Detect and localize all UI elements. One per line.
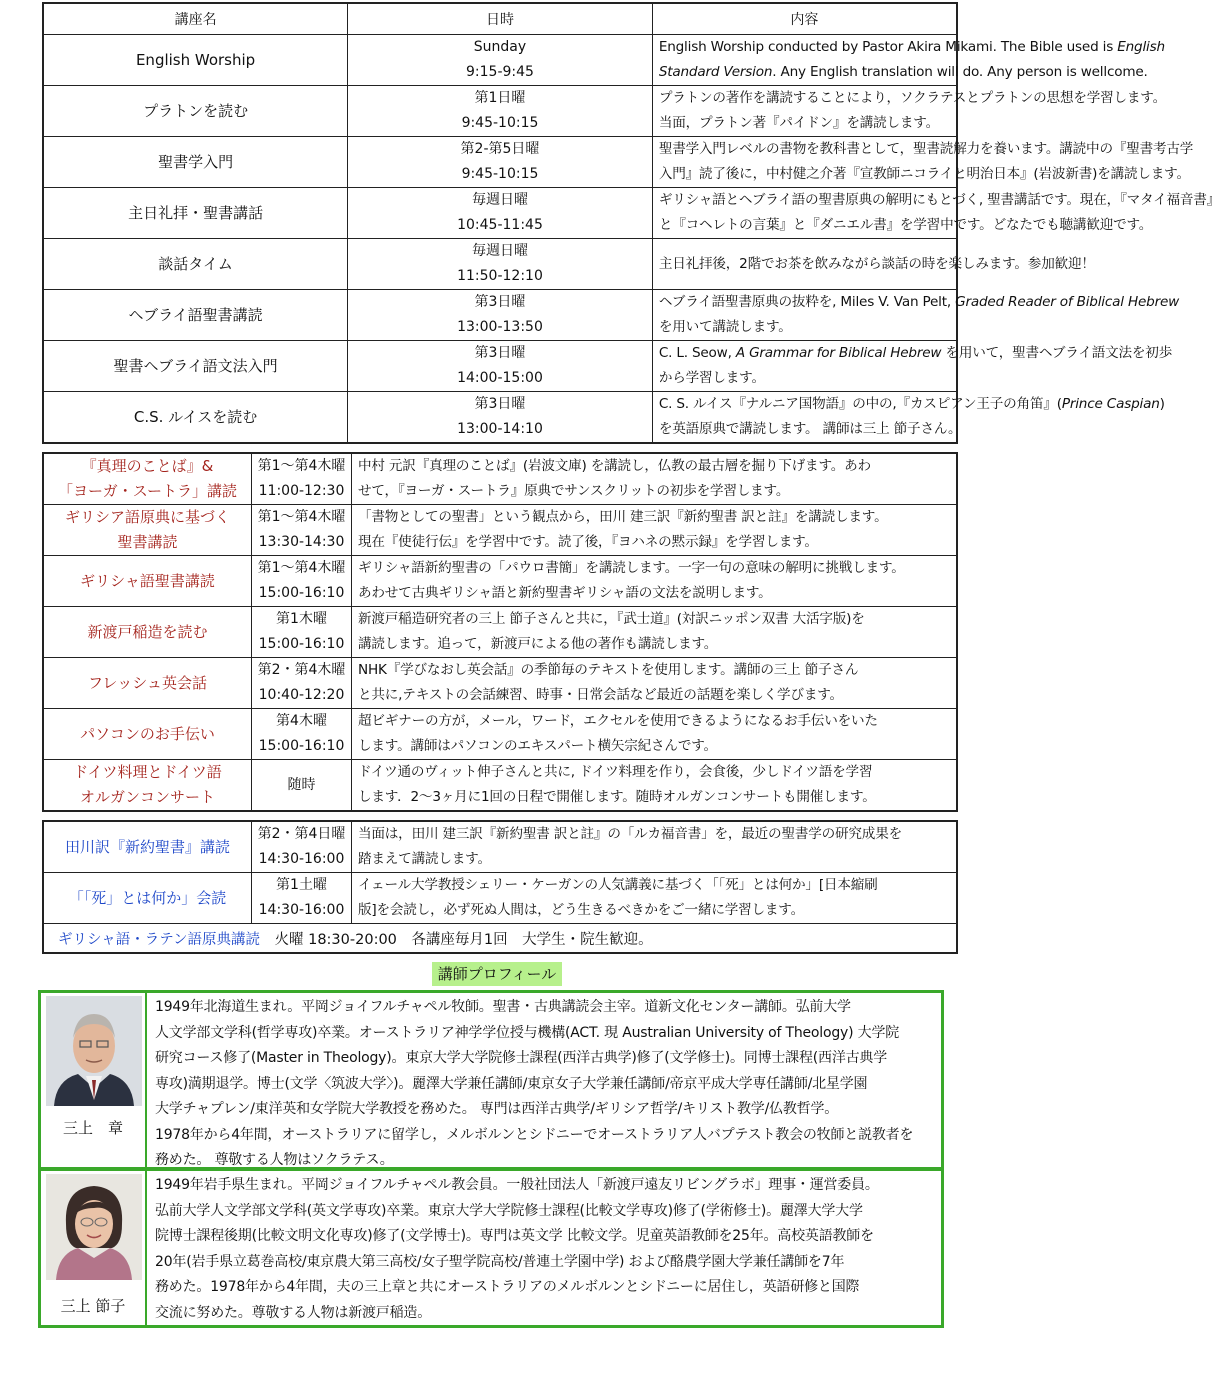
course-time-line: 第3日曜 [474, 396, 526, 412]
course-name-line: C.S. ルイスを読む [133, 407, 258, 426]
course-time [348, 188, 653, 239]
description-text: ) [1159, 396, 1165, 412]
description-line [658, 213, 1153, 238]
description-text: 当面，プラトン著『パイドン』を講読します。 [658, 115, 939, 131]
course-time-line: 10:45-11:45 [457, 217, 543, 233]
description-line [358, 734, 956, 759]
bio-line: 人文学部文学科(哲学専攻)卒業。オーストラリア神学学位授与機構(ACT. 現 Australian University of Theology) 大学院 [155, 1024, 900, 1041]
course-name-line: English Worship [135, 50, 256, 69]
course-time [252, 556, 352, 607]
description-text: 講読します。追って，新渡戸による他の著作も講読します。 [358, 636, 718, 652]
description-text: 中村 元訳『真理のことば』(岩波文庫) を講読し，仏教の最古層を掘り下げます。あわ [358, 458, 871, 474]
table-row [43, 556, 957, 607]
classics-name: ギリシャ語・ラテン語原典講読 [58, 931, 260, 948]
course-time-line: 10:40-12:20 [258, 687, 345, 703]
description-text: A Grammar for Biblical Hebrew [735, 345, 942, 361]
description-text: 当面は，田川 建三訳『新約聖書 訳と註』の「ルカ福音書」を，最近の聖書学の研究成果を [358, 826, 902, 842]
header-name: 講座名 [43, 3, 348, 35]
table-row [43, 188, 957, 239]
course-time-line: 第1〜第4木曜 [257, 560, 346, 576]
description-text: 超ビギナーの方が，メール，ワード，エクセルを使用できるようになるお手伝いをいた [358, 713, 878, 729]
course-time-line: 第3日曜 [474, 294, 526, 310]
description-line [358, 847, 956, 872]
course-time [348, 341, 653, 392]
course-description [352, 453, 958, 505]
description-line [658, 86, 1167, 111]
course-time-line: 15:00-16:10 [258, 738, 345, 754]
course-name-line: 聖書学入門 [158, 152, 234, 171]
description-text: します。講師はパソコンのエキスパート横矢宗紀さんです。 [358, 738, 717, 754]
description-text: します．2〜3ヶ月に1回の日程で開催します。随時オルガンコンサートも開催します。 [358, 789, 876, 805]
description-text: NHK『学びなおし英会話』の季節毎のテキストを使用します。講師の三上 節子さん [358, 662, 859, 678]
course-name-line: 聖書講読 [117, 533, 178, 551]
course-time [348, 290, 653, 341]
course-name-line: ギリシア語原典に基づく [64, 508, 230, 526]
description-line [358, 760, 956, 785]
course-name [43, 341, 348, 392]
course-time-line: 毎週日曜 [471, 192, 528, 208]
description-line [358, 479, 956, 504]
course-name [43, 709, 252, 760]
course-time-line: 第1土曜 [276, 877, 327, 893]
description-line [658, 392, 1165, 417]
description-text: 聖書学入門レベルの書物を教科書として，聖書読解力を養います。講読中の『聖書考古学 [658, 141, 1194, 157]
course-time-line: 15:00-16:10 [258, 585, 345, 601]
course-time [252, 607, 352, 658]
course-time [252, 821, 352, 873]
course-name [43, 453, 252, 505]
bio-line: 研究コース修了(Master in Theology)。東京大学大学院修士課程(西洋古典学)修了(文学修士)。同博士課程(西洋古典学 [155, 1050, 888, 1066]
course-name [43, 392, 348, 444]
description-line [658, 137, 1194, 162]
course-time [252, 505, 352, 556]
course-description [352, 760, 958, 812]
course-description [352, 821, 958, 873]
description-line [358, 898, 956, 923]
course-name [43, 607, 252, 658]
course-name-line: 「ヨーガ・スートラ」講読 [58, 482, 237, 500]
profile-name: 三上 節子 [60, 1297, 126, 1315]
profile-bio [155, 995, 937, 1174]
course-description [352, 709, 958, 760]
course-description [652, 239, 1095, 290]
description-line [358, 632, 956, 657]
description-line [658, 252, 1095, 277]
description-text: 現在『使徒行伝』を学習中です。読了後，『ヨハネの黙示録』を学習します。 [358, 534, 818, 550]
table-row [43, 658, 957, 709]
course-time-line: Sunday [473, 39, 527, 55]
description-line [358, 581, 956, 606]
bio-line: 弘前大学人文学部文学科(英文学専攻)卒業。東京大学大学院修士課程(比較文学専攻)修了(学術修士)。麗澤大学大学 [155, 1202, 863, 1219]
course-time [252, 760, 352, 812]
description-line [358, 709, 956, 734]
description-text: English Worship conducted by Pastor Akira Mikami. The Bible used is [658, 39, 1118, 55]
other-courses-table [42, 820, 958, 954]
description-text: ギリシャ語新約聖書の「パウロ書簡」を講読します。一字一句の意味の解明に挑戦します。 [358, 560, 905, 576]
course-name-line: 新渡戸稲造を読む [87, 622, 208, 641]
description-line [659, 366, 956, 391]
course-time-line: 随時 [287, 776, 316, 793]
course-name-line: フレッシュ英会話 [88, 673, 207, 692]
description-text: ギリシャ語とヘブライ語の聖書原典の解明にもとづく, 聖書講話です。現在，『マタイ福音書』 [658, 192, 1220, 208]
bio-line: 1949年岩手県生まれ。平岡ジョイフルチャペル教会員。一般社団法人「新渡戸遠友リビングラボ」理事・運営委員。 [155, 1177, 879, 1193]
course-description [352, 873, 958, 924]
course-time [252, 873, 352, 924]
bio-line: 交流に努めた。尊敬する人物は新渡戸稲造。 [155, 1304, 431, 1321]
table-row [43, 760, 957, 812]
course-name [43, 137, 348, 188]
course-name [43, 35, 348, 86]
course-name-line: 聖書ヘブライ語文法入門 [113, 356, 278, 375]
table-row [43, 821, 957, 873]
table-row [43, 35, 957, 86]
course-time-line: 第1日曜 [474, 90, 526, 106]
description-text: Prince Caspian [1061, 396, 1160, 412]
header-time: 日時 [348, 3, 653, 35]
description-text: ドイツ通のヴィット伸子さんと共に, ドイツ料理を作り，会食後，少しドイツ語を学習 [358, 764, 873, 780]
description-line [358, 530, 956, 555]
course-description [352, 505, 958, 556]
course-description [652, 341, 1173, 392]
classics-detail: 火曜 18:30-20:00 各講座毎月1回 大学生・院生歓迎。 [274, 931, 653, 948]
course-time-line: 毎週日曜 [471, 243, 528, 259]
classics-row [43, 924, 957, 954]
course-description [352, 658, 958, 709]
course-time [348, 35, 653, 86]
description-line [658, 341, 1173, 366]
course-name-line: ギリシャ語聖書講読 [80, 571, 215, 590]
table-row [43, 607, 957, 658]
course-time [252, 709, 352, 760]
thursday-courses-table [42, 452, 958, 812]
description-text: . Any English translation will do. Any person is wellcome. [772, 64, 1148, 80]
course-name [43, 658, 252, 709]
course-time-line: 第4木曜 [276, 713, 327, 729]
course-description [652, 392, 1165, 444]
header-content: 内容 [652, 3, 957, 35]
course-time [252, 453, 352, 505]
course-time-line: 11:50-12:10 [457, 268, 543, 284]
course-name [43, 86, 348, 137]
description-line [358, 454, 956, 479]
description-text: 入門』読了後に，中村健之介著『宣教師ニコライと明治日本』(岩波新書)を講読します。 [658, 166, 1190, 182]
course-description [652, 290, 1180, 341]
description-text: イェール大学教授シェリー・ケーガンの人気講義に基づく「「死」とは何か」[日本縮刷 [358, 877, 878, 893]
table-row [43, 453, 957, 505]
course-name-line: パソコンのお手伝い [80, 724, 215, 743]
course-time-line: 13:30-14:30 [258, 534, 345, 550]
table-row [43, 709, 957, 760]
description-text: 踏まえて講読します。 [358, 851, 491, 867]
table-row [43, 392, 957, 444]
course-name-line: 「「死」とは何か」会読 [68, 888, 227, 907]
description-line [659, 315, 956, 340]
course-name-line: プラトンを読む [143, 101, 249, 120]
sunday-courses-table [42, 2, 1220, 444]
course-time-line: 9:15-9:45 [466, 64, 534, 80]
description-line [658, 60, 1148, 85]
course-time-line: 第2・第4日曜 [257, 826, 346, 842]
course-time-line: 14:30-16:00 [258, 851, 345, 867]
bio-line: 20年(岩手県立葛巻高校/東京農大第三高校/女子聖学院高校/普連土学園中学) および酪農学園大学兼任講師を7年 [155, 1253, 845, 1270]
course-name-line: ヘブライ語聖書講読 [128, 305, 263, 324]
course-name [43, 188, 348, 239]
description-text: から学習します。 [658, 370, 765, 386]
description-line [358, 556, 956, 581]
description-line [358, 873, 956, 898]
description-text: English [1117, 39, 1165, 55]
description-text: プラトンの著作を講読することにより，ソクラテスとプラトンの思想を学習します。 [658, 90, 1167, 106]
table-header [43, 3, 957, 35]
course-name-line: 主日礼拝・聖書講話 [128, 203, 264, 222]
course-description [652, 35, 1165, 86]
description-line [658, 290, 1180, 315]
table-row [43, 137, 957, 188]
description-line [658, 35, 1165, 60]
description-text: を用いて，聖書ヘブライ語文法を初歩 [941, 345, 1173, 361]
course-name-line: 談話タイム [158, 254, 233, 273]
description-text: を用いて講読します。 [658, 319, 792, 335]
description-text: 新渡戸稲造研究者の三上 節子さんと共に，『武士道』(対訳ニッポン双書 大活字版)を [358, 611, 865, 627]
course-name [43, 556, 252, 607]
course-name [43, 821, 252, 873]
description-text: 「書物としての聖書」という観点から，田川 建三訳『新約聖書 訳と註』を講読します。 [358, 509, 888, 525]
description-line [358, 822, 956, 847]
course-time [348, 137, 653, 188]
portrait-photo [46, 996, 142, 1106]
profile-akira-mikami [38, 990, 944, 1170]
bio-line: 専攻)満期退学。博士(文学〈筑波大学〉)。麗澤大学兼任講師/東京女子大学兼任講師/帝京平成大学専任講師/北星学園 [155, 1075, 868, 1092]
description-text: C. L. Seow, [658, 345, 736, 361]
course-name-line: オルガンコンサート [79, 788, 215, 806]
course-time-line: 11:00-12:30 [258, 483, 345, 499]
bio-line: 務めた。1978年から4年間，夫の三上章と共にオーストラリアのメルボルンとシドニーに居住し，英語研修と国際 [155, 1279, 860, 1295]
course-time [252, 658, 352, 709]
course-time-line: 15:00-16:10 [258, 636, 345, 652]
portrait-photo [46, 1174, 142, 1280]
table-row [43, 239, 957, 290]
course-description [652, 86, 1167, 137]
description-text: C. S. ルイス『ナルニア国物語』の中の,『カスピアン王子の角笛』( [658, 396, 1062, 412]
course-name-line: ドイツ料理とドイツ語 [73, 763, 222, 781]
course-name [43, 239, 348, 290]
course-time [348, 86, 653, 137]
description-text: を英語原典で講読します。 講師は三上 節子さん。 [658, 421, 962, 437]
course-description [352, 607, 958, 658]
description-text: 版]を会読し，必ず死ぬ人間は，どう生きるべきかをご一緒に学習します。 [358, 902, 805, 918]
table-row [43, 290, 957, 341]
description-text: と『コヘレトの言葉』と『ダニエル書』を学習中です。どなたでも聴講歓迎です。 [658, 217, 1153, 233]
course-description [652, 137, 1194, 188]
course-time-line: 第2-第5日曜 [460, 141, 540, 157]
description-text: せて，『ヨーガ・スートラ』原典でサンスクリットの初歩を学習します。 [358, 483, 790, 499]
bio-line: 院博士課程後期(比較文明文化専攻)修了(文学博士)。専門は英文学 比較文学。児童英語教師を25年。高校英語教師を [155, 1228, 874, 1244]
description-line [659, 111, 956, 136]
course-time-line: 14:00-15:00 [457, 370, 543, 386]
course-time-line: 9:45-10:15 [461, 166, 539, 182]
course-time-line: 13:00-14:10 [457, 421, 543, 437]
course-name [43, 873, 252, 924]
course-name [43, 760, 252, 812]
table-row [43, 86, 957, 137]
course-time-line: 第1〜第4木曜 [257, 509, 346, 525]
course-time [348, 239, 653, 290]
course-description [652, 188, 1220, 239]
course-time [348, 392, 653, 444]
course-name [43, 290, 348, 341]
course-name [43, 505, 252, 556]
course-time-line: 第1〜第4木曜 [257, 458, 346, 474]
bio-line: 1949年北海道生まれ。平岡ジョイフルチャペル牧師。聖書・古典講読会主宰。道新文化センター講師。弘前大学 [155, 999, 851, 1015]
course-time-line: 第3日曜 [474, 345, 526, 361]
course-name-line: 田川訳『新約聖書』講読 [64, 837, 230, 856]
bio-line: 1978年から4年間，オーストラリアに留学し，メルボルンとシドニーでオーストラリア人バプテスト教会の牧師と説教者を [155, 1126, 914, 1143]
description-text: あわせて古典ギリシャ語と新約聖書ギリシャ語の文法を説明します。 [358, 585, 772, 601]
description-line [358, 658, 956, 683]
bio-line: 大学チャプレン/東洋英和女学院大学教授を務めた。 専門は西洋古典学/ギリシア哲学/キリスト教学/仏教哲学。 [155, 1101, 839, 1117]
course-time-line: 第1木曜 [276, 611, 327, 627]
description-line [358, 785, 956, 810]
description-line [658, 162, 1190, 187]
description-line [658, 188, 1220, 213]
description-line [658, 417, 962, 442]
course-time-line: 13:00-13:50 [457, 319, 543, 335]
profile-bio [155, 1173, 937, 1326]
course-time-line: 9:45-10:15 [461, 115, 539, 131]
description-text: Graded Reader of Biblical Hebrew [955, 294, 1180, 310]
description-text: ヘブライ語聖書原典の抜粋を, Miles V. Van Pelt, [658, 294, 956, 310]
description-text: 主日礼拝後，2階でお茶を飲みながら談話の時を楽しみます。参加歓迎！ [658, 255, 1095, 272]
table-row [43, 341, 957, 392]
table-row [43, 873, 957, 924]
table-row [43, 505, 957, 556]
profile-title: 講師プロフィール [432, 962, 562, 986]
description-line [358, 683, 956, 708]
profile-setsuko-mikami [38, 1168, 944, 1328]
course-time-line: 第2・第4木曜 [257, 662, 346, 678]
description-text: と共に,テキストの会話練習、時事・日常会話など最近の話題を楽しく学びます。 [358, 687, 843, 703]
description-line [358, 607, 956, 632]
description-text: Standard Version [658, 64, 773, 80]
description-line [358, 505, 956, 530]
course-time-line: 14:30-16:00 [258, 902, 345, 918]
course-name-line: 『真理のことば』& [81, 457, 214, 475]
bio-line: 務めた。 尊敬する人物はソクラテス。 [155, 1152, 394, 1168]
profile-name: 三上 章 [62, 1119, 123, 1137]
course-description [352, 556, 958, 607]
